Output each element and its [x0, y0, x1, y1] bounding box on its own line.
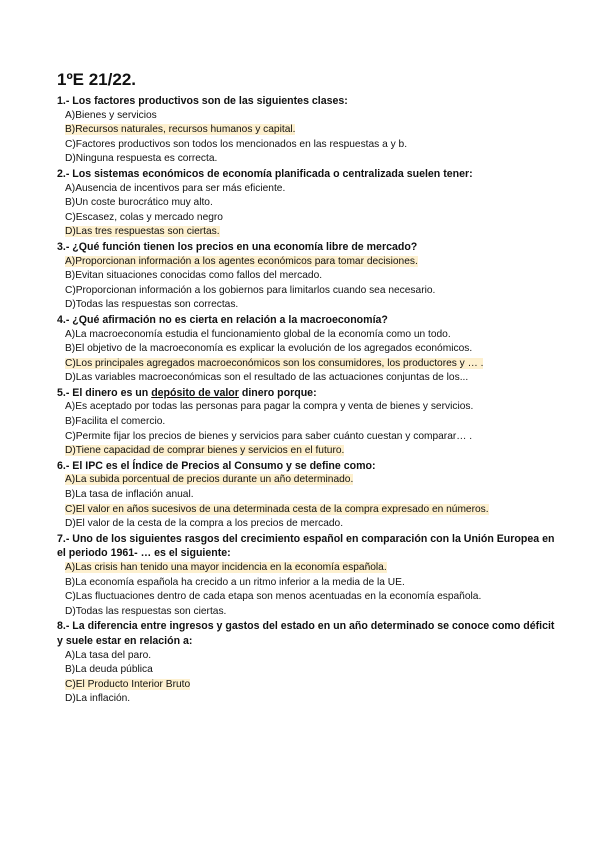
answer-1b: B)Recursos naturales, recursos humanos y capital. [65, 124, 296, 136]
answer-8d: D)La inflación. [65, 693, 131, 705]
answer-5d: D)Tiene capacidad de comprar bienes y servicios en el futuro. [65, 445, 345, 457]
answer-4c: C)Los principales agregados macroeconómicos son los consumidores, los productores y … . [65, 357, 484, 369]
answer-1d: D)Ninguna respuesta es correcta. [65, 153, 218, 165]
question-5-pre: 5.- El dinero es un [57, 386, 152, 399]
answer-6d: D)El valor de la cesta de la compra a los precios de mercado. [65, 518, 344, 530]
answer-8b: B)La deuda pública [65, 664, 153, 676]
answer-6a: A)La subida porcentual de precios durante un año determinado. [65, 474, 354, 486]
question-1: 1.- Los factores productivos son de las siguientes clases: [57, 95, 348, 107]
answer-8a: A)La tasa del paro. [65, 649, 152, 661]
question-8: 8.- La diferencia entre ingresos y gastos del estado en un año determinado se conoce como déficit y suele estar en relación a: [57, 620, 555, 647]
question-4: 4.- ¿Qué afirmación no es cierta en relación a la macroeconomía? [57, 313, 388, 326]
answer-4a: A)La macroeconomía estudia el funcionamiento global de la economía como un todo. [65, 328, 451, 340]
question-7: 7.- Uno de los siguientes rasgos del crecimiento español en comparación con la Unión Europea en el periodo 1961- … es el siguiente: [57, 532, 555, 560]
question-6: 6.- El IPC es el Índice de Precios al Consumo y se define como: [57, 459, 376, 472]
question-list [57, 94, 557, 707]
answer-7d: D)Todas las respuestas son ciertas. [65, 605, 227, 617]
question-5 [57, 386, 557, 401]
page-title: 1ºE 21/22. [57, 70, 136, 89]
answer-3c: C)Proporcionan información a los gobiernos para limitarlos cuando sea necesario. [65, 284, 436, 296]
answer-7b: B)La economía española ha crecido a un ritmo inferior a la media de la UE. [65, 576, 405, 588]
answer-2c: C)Escasez, colas y mercado negro [65, 211, 223, 223]
answer-5a: A)Es aceptado por todas las personas para pagar la compra y venta de bienes y servicios. [65, 401, 474, 413]
answer-3d: D)Todas las respuestas son correctas. [65, 299, 239, 311]
question-5-post: dinero porque: [238, 386, 317, 399]
answer-2a: A)Ausencia de incentivos para ser más eficiente. [65, 182, 286, 194]
answer-1a: A)Bienes y servicios [65, 109, 157, 121]
answer-6b: B)La tasa de inflación anual. [65, 489, 194, 501]
answer-7c: C)Las fluctuaciones dentro de cada etapa son menos acentuadas en la economía española. [65, 591, 482, 603]
answer-6c: C)El valor en años sucesivos de una determinada cesta de la compra expresado en números. [65, 503, 489, 515]
answer-1c: C)Factores productivos son todos los mencionados en las respuestas a y b. [65, 138, 408, 150]
question-2: 2.- Los sistemas económicos de economía planificada o centralizada suelen tener: [57, 167, 473, 180]
answer-2b: B)Un coste burocrático muy alto. [65, 197, 213, 209]
answer-7a: A)Las crisis han tenido una mayor incidencia en la economía española. [65, 562, 387, 573]
answer-3b: B)Evitan situaciones conocidas como fallos del mercado. [65, 270, 323, 282]
answer-5b: B)Facilita el comercio. [65, 416, 166, 428]
answer-5c: C)Permite fijar los precios de bienes y servicios para saber cuánto cuestan y comparar… . [65, 430, 473, 442]
answer-8c: C)El Producto Interior Bruto [65, 678, 191, 690]
answer-4b: B)El objetivo de la macroeconomía es explicar la evolución de los agregados económicos. [65, 343, 473, 355]
question-5-underlined: depósito de valor [151, 386, 239, 399]
answer-4d: D)Las variables macroeconómicas son el resultado de las actuaciones conjuntas de los... [65, 372, 469, 384]
question-3: 3.- ¿Qué función tienen los precios en una economía libre de mercado? [57, 240, 418, 253]
answer-2d: D)Las tres respuestas son ciertas. [65, 226, 220, 238]
answer-3a: A)Proporcionan información a los agentes económicos para tomar decisiones. [65, 255, 418, 267]
